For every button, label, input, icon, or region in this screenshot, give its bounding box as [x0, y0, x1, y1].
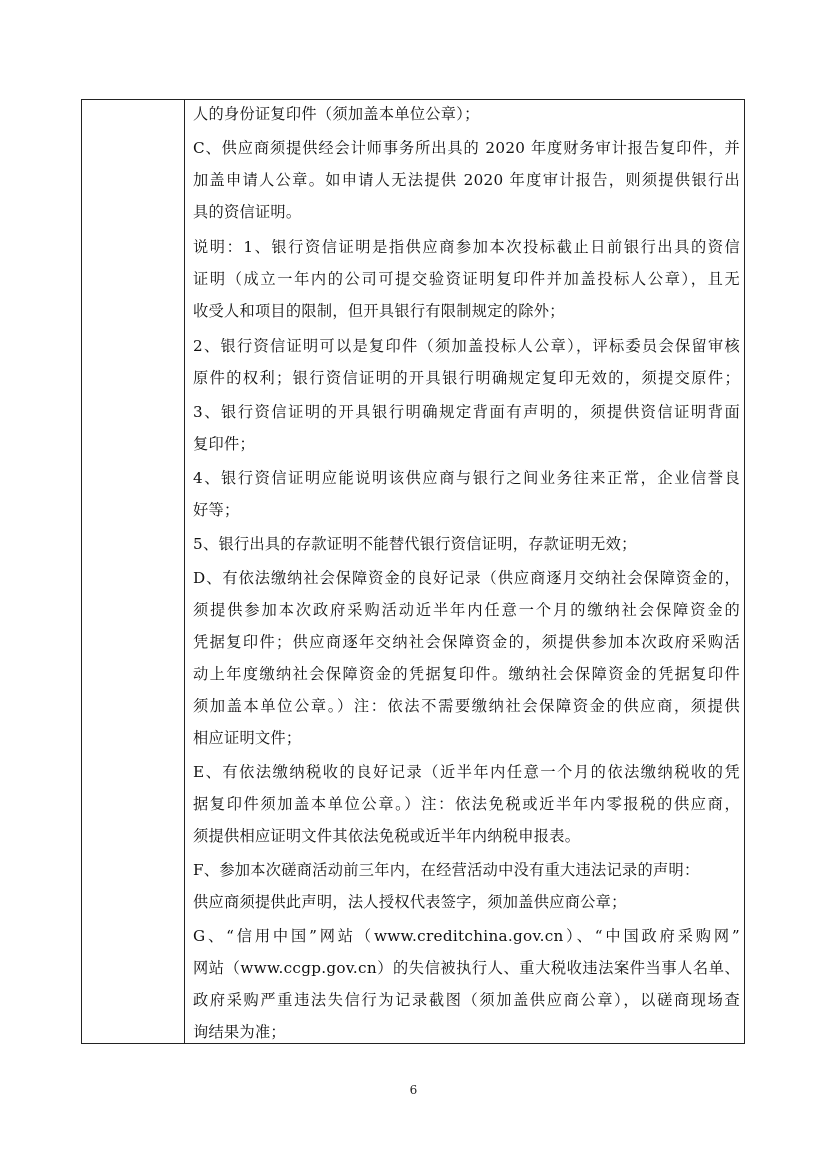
- text-line: 相应证明文件；: [193, 729, 302, 747]
- text-line: D、有依法缴纳社会保障资金的良好记录（供应商逐月交纳社会保障资金的，: [193, 569, 740, 587]
- text-line: 加盖申请人公章。如申请人无法提供 2020 年度审计报告，则须提供银行出: [193, 171, 740, 189]
- text-line: 3、银行资信证明的开具银行明确规定背面有声明的，须提供资信证明背面: [193, 403, 740, 421]
- text-line: 2、银行资信证明可以是复印件（须加盖投标人公章），评标委员会保留审核: [193, 337, 740, 355]
- table-left-column: [82, 100, 185, 1043]
- requirements-table: [81, 99, 745, 1044]
- text-line: G、“信用中国”网站（www.creditchina.gov.cn）、“中国政府采购网”: [193, 927, 740, 945]
- text-line: 5、银行出具的存款证明不能替代银行资信证明，存款证明无效；: [193, 535, 637, 553]
- text-line: 具的资信证明。: [193, 203, 302, 221]
- text-line: 凭据复印件；供应商逐年交纳社会保障资金的，须提供参加本次政府采购活: [193, 633, 740, 651]
- text-line: 须提供参加本次政府采购活动近半年内任意一个月的缴纳社会保障资金的: [193, 601, 740, 619]
- text-line: 原件的权利；银行资信证明的开具银行明确规定复印无效的，须提交原件；: [193, 369, 740, 387]
- text-line: 动上年度缴纳社会保障资金的凭据复印件。缴纳社会保障资金的凭据复印件: [193, 665, 740, 683]
- text-line: 供应商须提供此声明，法人授权代表签字，须加盖供应商公章；: [193, 893, 627, 911]
- text-line: 复印件；: [193, 435, 255, 453]
- text-line: 须加盖本单位公章。）注：依法不需要缴纳社会保障资金的供应商，须提供: [193, 697, 740, 715]
- text-line: 说明：1、银行资信证明是指供应商参加本次投标截止日前银行出具的资信: [193, 238, 740, 256]
- text-line: 须提供相应证明文件其依法免税或近半年内纳税申报表。: [193, 827, 581, 845]
- text-line: 据复印件须加盖本单位公章。）注：依法免税或近半年内零报税的供应商，: [193, 795, 740, 813]
- text-line: 收受人和项目的限制，但开具银行有限制规定的除外；: [193, 302, 565, 320]
- text-line: C、供应商须提供经会计师事务所出具的 2020 年度财务审计报告复印件，并: [193, 139, 740, 157]
- page-number: 6: [409, 1083, 418, 1097]
- text-line: 询结果为准；: [193, 1023, 286, 1041]
- text-line: 人的身份证复印件（须加盖本单位公章）；: [193, 105, 480, 123]
- text-line: E、有依法缴纳税收的良好记录（近半年内任意一个月的依法缴纳税收的凭: [193, 763, 740, 781]
- text-line: 政府采购严重违法失信行为记录截图（须加盖供应商公章），以磋商现场查: [193, 991, 740, 1009]
- text-line: 证明（成立一年内的公司可提交验资证明复印件并加盖投标人公章），且无: [193, 270, 740, 288]
- table-right-column: [185, 100, 744, 1043]
- text-line: 4、银行资信证明应能说明该供应商与银行之间业务往来正常，企业信誉良: [193, 469, 740, 487]
- text-line: 网站（www.ccgp.gov.cn）的失信被执行人、重大税收违法案件当事人名单、: [193, 959, 740, 977]
- text-line: 好等；: [193, 501, 240, 519]
- text-line: F、参加本次磋商活动前三年内，在经营活动中没有重大违法记录的声明：: [193, 861, 700, 879]
